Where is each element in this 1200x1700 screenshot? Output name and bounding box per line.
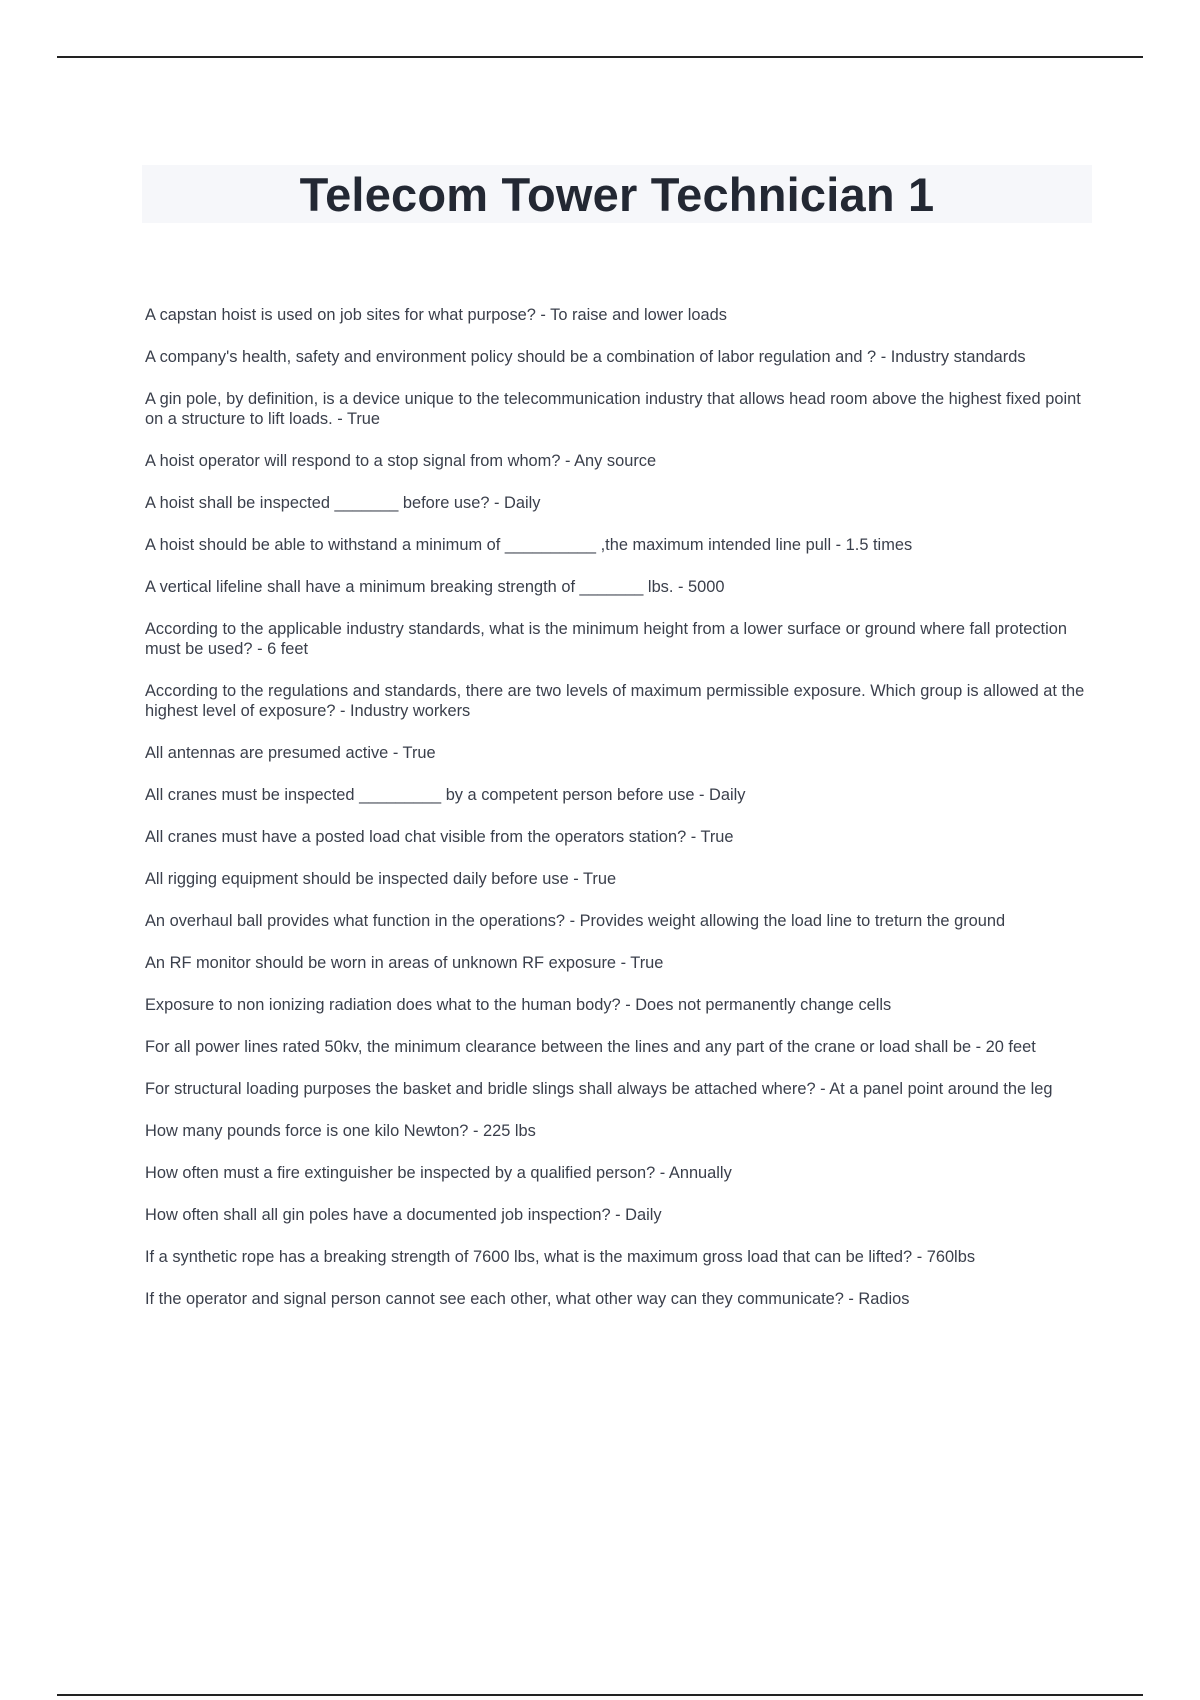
qa-item: For structural loading purposes the basket and bridle slings shall always be attached where? - At a panel point around the leg	[145, 1080, 1053, 1098]
qa-item: All antennas are presumed active - True	[145, 744, 436, 762]
qa-item: All rigging equipment should be inspected daily before use - True	[145, 870, 617, 888]
qa-item: A gin pole, by definition, is a device unique to the telecommunication industry that allows head room above the highest fixed point on a structure to lift loads. - True	[145, 390, 1081, 428]
qa-item: All cranes must have a posted load chat visible from the operators station? - True	[145, 828, 734, 846]
qa-item: How often shall all gin poles have a documented job inspection? - Daily	[145, 1206, 662, 1224]
qa-item: According to the applicable industry standards, what is the minimum height from a lower surface or ground where fall protection must be used? - 6 feet	[145, 620, 1067, 658]
qa-item: A hoist should be able to withstand a minimum of __________ ,the maximum intended line pull - 1.5 times	[145, 536, 913, 554]
qa-item: Exposure to non ionizing radiation does what to the human body? - Does not permanently change cells	[145, 996, 892, 1014]
qa-item: A capstan hoist is used on job sites for what purpose? - To raise and lower loads	[145, 306, 727, 324]
qa-item: According to the regulations and standards, there are two levels of maximum permissible exposure. Which group is allowed at the highest level of exposure? - Industry workers	[145, 682, 1085, 720]
bottom-rule	[57, 1694, 1143, 1696]
qa-item: A company's health, safety and environment policy should be a combination of labor regulation and ? - Industry standards	[145, 348, 1026, 366]
qa-item: An RF monitor should be worn in areas of unknown RF exposure - True	[145, 954, 664, 972]
qa-item: For all power lines rated 50kv, the minimum clearance between the lines and any part of the crane or load shall be - 20 feet	[145, 1038, 1036, 1056]
qa-item: A hoist shall be inspected _______ before use? - Daily	[145, 494, 541, 512]
qa-item: An overhaul ball provides what function in the operations? - Provides weight allowing the load line to treturn the ground	[145, 912, 1006, 930]
document-title: Telecom Tower Technician 1	[299, 167, 935, 221]
qa-item: How often must a fire extinguisher be inspected by a qualified person? - Annually	[145, 1164, 732, 1182]
qa-item: A vertical lifeline shall have a minimum breaking strength of _______ lbs. - 5000	[145, 578, 725, 596]
qa-list	[145, 305, 1085, 1331]
qa-item: A hoist operator will respond to a stop signal from whom? - Any source	[145, 452, 657, 470]
qa-item: If the operator and signal person cannot see each other, what other way can they communicate? - Radios	[145, 1290, 910, 1308]
top-rule	[57, 56, 1143, 58]
qa-item: How many pounds force is one kilo Newton? - 225 lbs	[145, 1122, 536, 1140]
qa-item: All cranes must be inspected _________ by a competent person before use - Daily	[145, 786, 746, 804]
qa-item: If a synthetic rope has a breaking strength of 7600 lbs, what is the maximum gross load that can be lifted? - 760lbs	[145, 1248, 976, 1266]
title-band	[142, 165, 1092, 223]
